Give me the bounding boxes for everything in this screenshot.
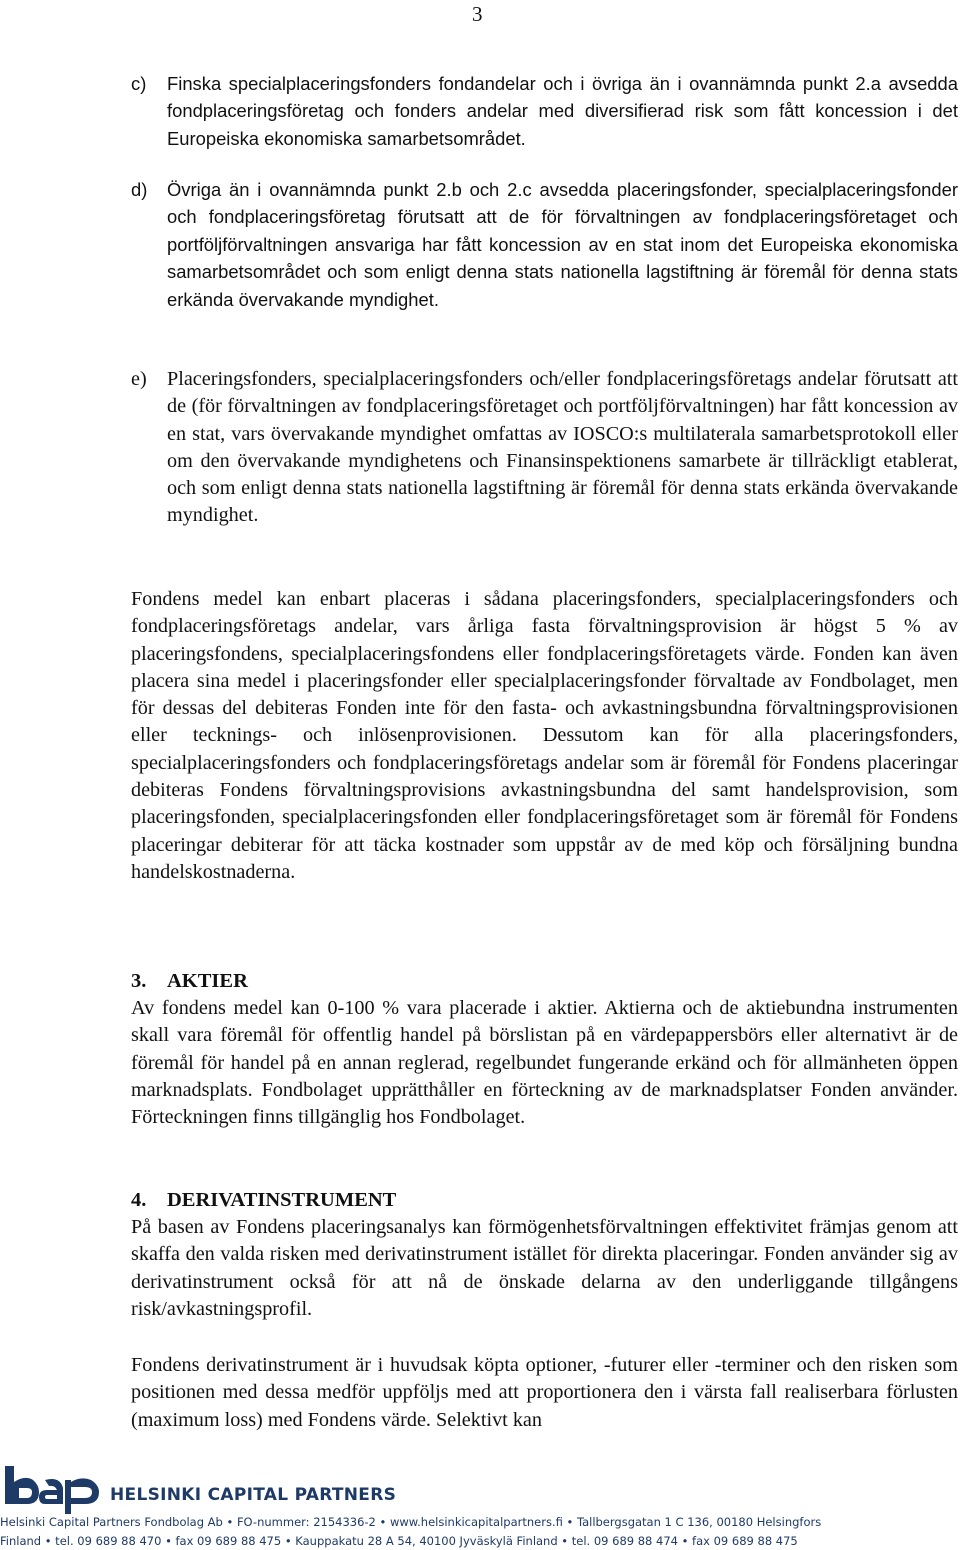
section-title: AKTIER [167, 970, 248, 992]
section-heading [131, 1187, 958, 1214]
section-number: 3. [131, 970, 147, 992]
section-text: Av fondens medel kan 0-100 % vara placerade i aktier. Aktierna och de aktiebundna instrumenten skall vara föremål för offentlig handel på börslistan på en värdepappersbörs eller alternativt är de föremål för handel på en annan reglerad, regelbundet fungerande erkänd och för allmänheten öppen marknadsplats. Fondbolaget upprätthåller en förteckning av de marknadsplatser Fonden använder. Förteckningen finns tillgänglig hos Fondbolaget. [131, 997, 958, 1129]
page-footer [0, 1460, 960, 1550]
paragraph-text: Fondens medel kan enbart placeras i sådana placeringsfonders, specialplaceringsfonders och fondplaceringsföretags andelar, vars årliga fasta förvaltningsprovision är högst 5 % av placeringsfondens, specialplaceringsfondens eller fondplaceringsföretagets värde. Fonden kan även placera sina medel i placeringsfonder eller specialplaceringsfonder förvaltade av Fondbolaget, men för dessas del debiteras Fonden inte för den fasta- och avkastningsbundna förvaltningsprovisionen eller tecknings- och inlösenprovisionen. Dessutom kan för alla placeringsfonders, specialplaceringsfonders och fondplaceringsföretags andelar som är föremål för Fondens placeringar debiteras Fondens förvaltningsprovisions avkastningsbundna del samt handelsprovision, som placeringsfonden, specialplaceringsfonden eller fondplaceringsföretaget som är föremål för Fondens placeringar debiterar för att täcka kostnader som uppstår av de med köp och försäljning bundna handelskostnaderna. [131, 588, 958, 883]
section-number: 4. [131, 1189, 147, 1211]
list-marker: d) [131, 179, 148, 200]
list-item-e [131, 366, 958, 530]
list-item-text: Placeringsfonders, specialplaceringsfonders och/eller fondplaceringsföretags andelar förutsatt att de (för förvaltningen av fondplaceringsföretaget och portföljförvaltningen) har fått koncession av en stat, vars övervakande myndighet omfattas av IOSCO:s multilaterala samarbetsprotokoll eller om den övervakande myndighetens och Finansinspektionens samarbete är tillräckligt etablerat, och som enligt denna stats nationella lagstiftning är föremål för denna stats erkända övervakande myndighet. [167, 368, 958, 527]
paragraph-text: Fondens derivatinstrument är i huvudsak köpta optioner, -futurer eller -terminer och den risken som positionen med dessa medför uppföljs med att proportionera den i värsta fall realiserbara förlusten (maximum loss) med Fondens värde. Selektivt kan [131, 1354, 958, 1431]
section-title: DERIVATINSTRUMENT [167, 1189, 397, 1211]
page-number: 3 [472, 2, 483, 26]
section-heading [131, 968, 958, 995]
paragraph-derivative-risk [131, 1352, 958, 1434]
list-item-text: Finska specialplaceringsfonders fondandelar och i övriga än i ovannämnda punkt 2.a avsedda fondplaceringsföretag och fonders andelar med diversifierad risk som fått koncession i det Europeiska ekonomiska samarbetsområdet. [167, 73, 958, 149]
section-text: På basen av Fondens placeringsanalys kan förmögenhetsförvaltningen effektivitet främjas genom att skaffa den valda risken med derivatinstrument istället för direkta placeringar. Fonden använder sig av derivatinstrument också för att nå de önskade delarna av den underliggande tillgångens risk/avkastningsprofil. [131, 1216, 958, 1320]
list-item-text: Övriga än i ovannämnda punkt 2.b och 2.c avsedda placeringsfonder, specialplaceringsfonder och fondplaceringsföretag förutsatt att de för förvaltningen av fondplaceringsföretaget och portföljförvaltningen ansvariga har fått koncession av en stat inom det Europeiska ekonomiska samarbetsområdet och som enligt denna stats nationella lagstiftning är föremål för denna stats erkända övervakande myndighet. [167, 179, 958, 310]
footer-line-2: Finland • tel. 09 689 88 470 • fax 09 689 88 475 • Kauppakatu 28 A 54, 40100 Jyväskylä Finland • tel. 09 689 88 474 • fax 09 689 88 475 [0, 1534, 798, 1548]
section-aktier [131, 968, 958, 1131]
footer-brand: HELSINKI CAPITAL PARTNERS [110, 1485, 397, 1505]
list-marker: c) [131, 73, 147, 94]
list-item-c [131, 70, 958, 152]
paragraph-fund-means [131, 586, 958, 886]
section-derivatinstrument [131, 1187, 958, 1323]
list-item-d [131, 176, 958, 313]
footer-line-1: Helsinki Capital Partners Fondbolag Ab • FO-nummer: 2154336-2 • www.helsinkicapitalpartners.fi • Tallbergsgatan 1 C 136, 00180 Helsingfors [0, 1515, 822, 1529]
list-marker: e) [131, 368, 147, 390]
company-logo-icon [5, 1466, 105, 1514]
